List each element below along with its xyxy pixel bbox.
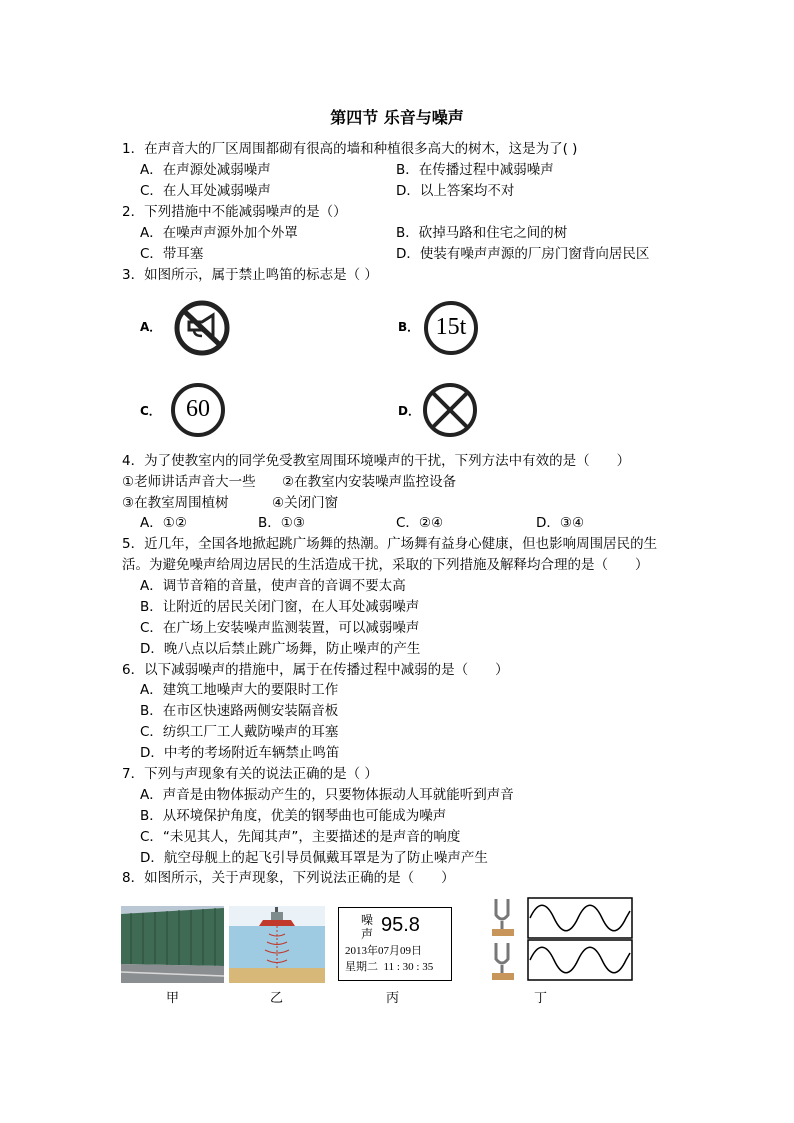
q1-option-c: C．在人耳处减弱噪声 (140, 183, 271, 199)
sound-barrier-photo (121, 906, 224, 983)
figure-label-yi: 乙 (270, 991, 284, 1006)
q3-label-b: B． (398, 320, 420, 334)
weight-limit-text: 15t (435, 314, 467, 340)
q8-stem: 8．如图所示，关于声现象，下列说法正确的是（ ） (122, 870, 455, 886)
q1-option-b: B．在传播过程中减弱噪声 (396, 162, 554, 178)
q7-option-a: A．声音是由物体振动产生的，只要物体振动人耳就能听到声音 (140, 787, 514, 803)
q7-option-b: B．从环境保护角度，优美的钢琴曲也可能成为噪声 (140, 808, 447, 824)
q4-option-c: C．②④ (396, 515, 444, 531)
noise-meter-date: 2013年07月09日 (345, 945, 422, 957)
q7-stem: 7．下列与声现象有关的说法正确的是（ ） (122, 766, 378, 782)
q6-stem: 6．以下减弱噪声的措施中，属于在传播过程中减弱的是（ ） (122, 662, 509, 678)
waveform-bottom-frame (528, 940, 632, 980)
q2-option-a: A．在噪声声源外加个外罩 (140, 225, 298, 241)
q3-label-a: A． (140, 320, 162, 334)
q4-option-d: D．③④ (536, 515, 585, 531)
q6-option-d: D．中考的考场附近车辆禁止鸣笛 (140, 745, 340, 761)
q4-option-a: A．①② (140, 515, 187, 531)
q5-option-c: C．在广场上安装噪声监测装置，可以减弱噪声 (140, 620, 420, 636)
q5-stem-line1: 5．近几年，全国各地掀起跳广场舞的热潮。广场舞有益身心健康，但也影响周围居民的生 (122, 536, 658, 552)
q1-option-a: A．在声源处减弱噪声 (140, 162, 271, 178)
noise-meter-value: 95.8 (381, 914, 420, 936)
q5-option-d: D．晚八点以后禁止跳广场舞，防止噪声的产生 (140, 641, 421, 657)
q3-label-d: D． (398, 404, 420, 418)
q3-label-c: C． (140, 404, 161, 418)
q4-statement-2: ②在教室内安装噪声监控设备 (282, 474, 457, 490)
tuning-fork-bottom-icon (492, 943, 514, 980)
q4-statement-4: ④关闭门窗 (272, 495, 339, 511)
figure-label-ding: 丁 (534, 991, 548, 1006)
q5-stem-line2: 活。为避免噪声给周边居民的生活造成干扰，采取的下列措施及解释均合理的是（ ） (122, 557, 649, 573)
q2-stem: 2．下列措施中不能减弱噪声的是（） (122, 204, 347, 220)
q7-option-c: C．“未见其人，先闻其声”，主要描述的是声音的响度 (140, 829, 461, 845)
q6-option-a: A．建筑工地噪声大的要限时工作 (140, 682, 339, 698)
speed-limit-text: 60 (186, 396, 210, 422)
noise-meter-display (338, 907, 452, 981)
ship-sonar-illustration (229, 906, 325, 983)
no-stopping-sign-icon (420, 381, 480, 439)
noise-meter-label-top: 噪 (361, 913, 374, 927)
q3-stem: 3．如图所示，属于禁止鸣笛的标志是（ ） (122, 267, 378, 283)
q4-option-b: B．①③ (258, 515, 305, 531)
q5-option-b: B．让附近的居民关闭门窗，在人耳处减弱噪声 (140, 599, 420, 615)
no-horn-sign-icon (172, 300, 232, 356)
q4-stem: 4．为了使教室内的同学免受教室周围环境噪声的干扰，下列方法中有效的是（ ） (122, 453, 631, 469)
q1-stem: 1．在声音大的厂区周围都砌有很高的墙和种植很多高大的树木，这是为了( ) (122, 141, 578, 157)
q4-statement-1: ①老师讲话声音大一些 (122, 474, 256, 490)
q7-option-d: D．航空母舰上的起飞引导员佩戴耳罩是为了防止噪声产生 (140, 850, 488, 866)
q6-option-b: B．在市区快速路两侧安装隔音板 (140, 703, 339, 719)
q5-option-a: A．调节音箱的音量，使声音的音调不要太高 (140, 578, 406, 594)
noise-meter-label-bottom: 声 (361, 927, 374, 941)
q6-option-c: C．纺织工厂工人戴防噪声的耳塞 (140, 724, 339, 740)
waveform-top-frame (528, 898, 632, 938)
figure-label-jia: 甲 (166, 991, 180, 1006)
tuning-fork-waveforms (488, 895, 634, 983)
q4-statement-3: ③在教室周围植树 (122, 495, 229, 511)
q1-option-d: D．以上答案均不对 (396, 183, 515, 199)
q2-option-b: B．砍掉马路和住宅之间的树 (396, 225, 568, 241)
tuning-fork-top-icon (492, 899, 514, 936)
q2-option-c: C．带耳塞 (140, 246, 204, 262)
page-title: 第四节 乐音与噪声 (330, 108, 464, 127)
q2-option-d: D．使装有噪声声源的厂房门窗背向居民区 (396, 246, 650, 262)
figure-label-bing: 丙 (386, 991, 400, 1006)
noise-meter-time: 星期二 11 : 30 : 35 (345, 961, 434, 973)
